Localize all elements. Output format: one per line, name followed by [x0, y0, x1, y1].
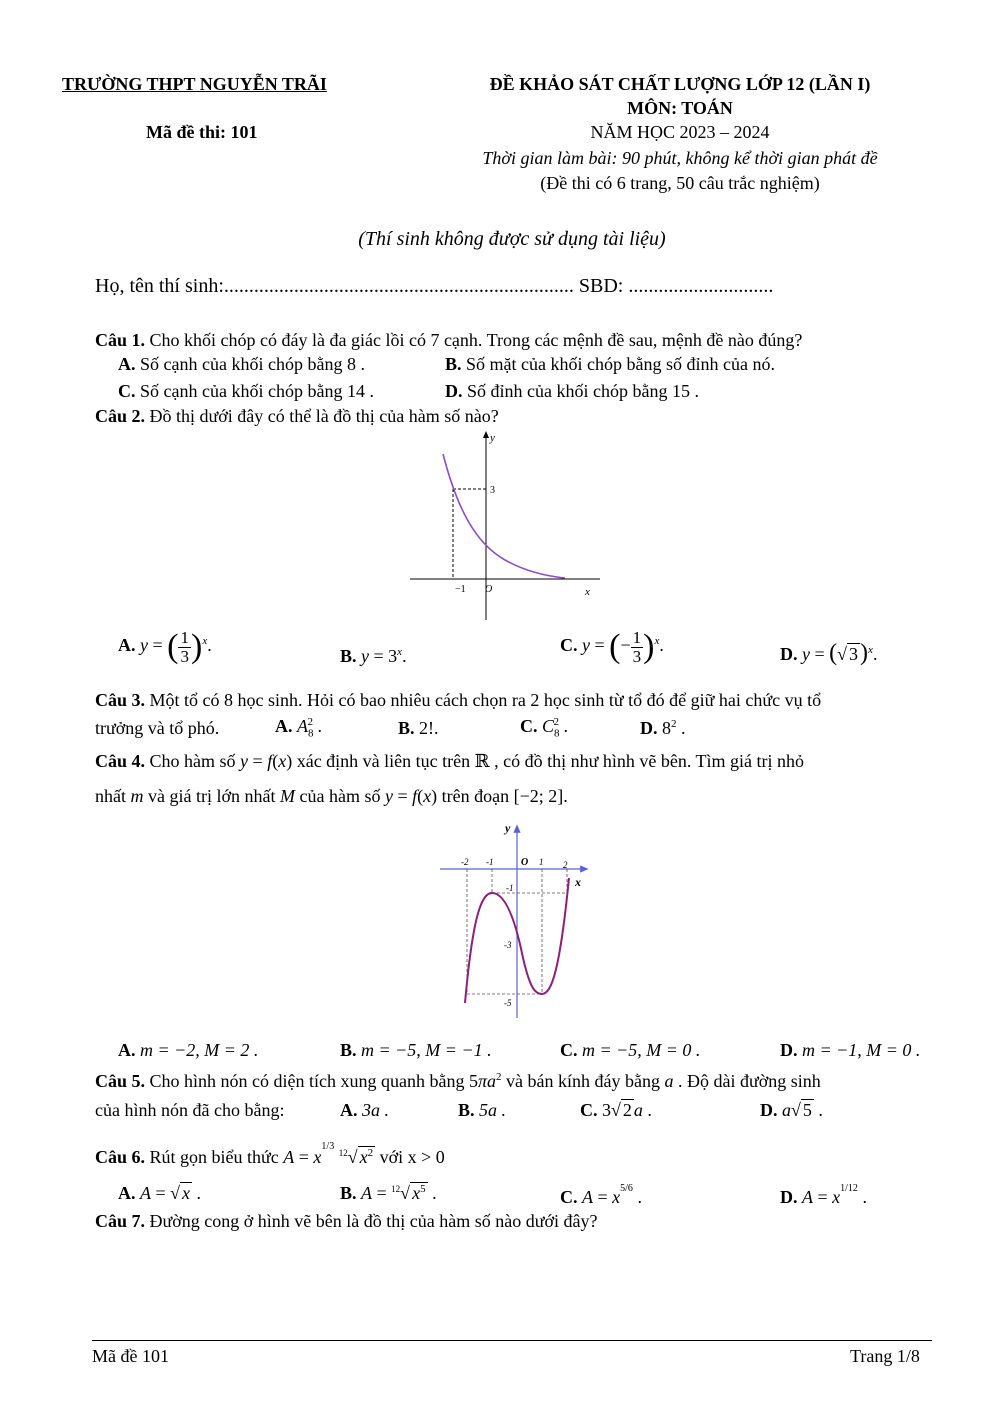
q2-option-d[interactable]: D. y = (√ 3)$^x$. — [780, 640, 878, 666]
question-text: xác định và liên tục trên ℝ , có đồ thị như hình vẽ bên. Tìm giá trị nhỏ — [292, 751, 804, 771]
tick-label: -1 — [486, 857, 494, 867]
option-text: 5a . — [479, 1100, 507, 1120]
question-text: Đồ thị dưới đây có thể là đồ thị của hàm số nào? — [145, 406, 499, 426]
q4-graph — [435, 818, 595, 1023]
option-text: Số cạnh của khối chóp bằng 14 . — [140, 381, 374, 401]
question-text: Cho hình nón có diện tích xung quanh bằng — [145, 1071, 469, 1091]
q1-option-a[interactable]: A. Số cạnh của khối chóp bằng 8 . — [118, 354, 365, 374]
footer-divider — [92, 1340, 932, 1341]
option-text: Số đỉnh của khối chóp bằng 15 . — [467, 381, 699, 401]
x-label: x — [575, 875, 581, 889]
q6-option-d[interactable]: D. $A = x^{1/12}$ . — [780, 1183, 867, 1207]
q5-option-d[interactable]: D. a√ 5 . — [760, 1100, 823, 1120]
q2-option-b[interactable]: B. $y = 3^x$. — [340, 646, 407, 666]
tick-label: 1 — [539, 857, 544, 867]
option-text: 2!. — [419, 718, 439, 738]
exam-code: Mã đề thi: 101 — [146, 122, 258, 142]
question-label: Câu 5. — [95, 1071, 146, 1091]
q5-option-a[interactable]: A. 3a . — [340, 1100, 389, 1120]
question-label: Câu 2. — [95, 406, 146, 426]
origin-label: O — [485, 584, 493, 595]
tick-label: -1 — [506, 883, 514, 893]
question-text: nhất — [95, 786, 131, 806]
option-text: Số mặt của khối chóp bằng số đỉnh của nó. — [466, 354, 775, 374]
exam-subject: MÔN: TOÁN — [627, 98, 733, 118]
q3-option-c[interactable]: C. $C_8^2$ . — [520, 716, 569, 740]
question-label: Câu 4. — [95, 751, 146, 771]
q4-option-c[interactable]: C. m = −5, M = 0 . — [560, 1040, 701, 1060]
q1-option-d[interactable]: D. Số đỉnh của khối chóp bằng 15 . — [445, 381, 699, 401]
question-label: Câu 7. — [95, 1211, 146, 1231]
option-text: 3a . — [362, 1100, 389, 1120]
q5-option-b[interactable]: B. 5a . — [458, 1100, 507, 1120]
q6-option-b[interactable]: B. A = $^{12}$√ $x^5$ . — [340, 1183, 437, 1203]
option-text: m = −2, M = 2 . — [140, 1040, 259, 1060]
q4-option-a[interactable]: A. m = −2, M = 2 . — [118, 1040, 259, 1060]
question-4: Câu 4. Cho hàm số y = f(x) xác định và liên tục trên ℝ , có đồ thị như hình vẽ bên. Tìm giá trị nhỏ — [95, 751, 804, 771]
school-name: TRƯỜNG THPT NGUYỄN TRÃI — [62, 74, 327, 94]
question-5-line-2 — [95, 1100, 284, 1121]
q3-option-b[interactable]: B. 2!. — [398, 718, 439, 738]
question-7 — [95, 1211, 598, 1232]
question-5: Câu 5. Cho hình nón có diện tích xung quanh bằng $5\pi a^2$ và bán kính đáy bằng a . Độ dài đường sinh — [95, 1071, 821, 1091]
question-text: Một tổ có 8 học sinh. Hỏi có bao nhiêu cách chọn ra 2 học sinh từ tổ đó để giữ hai chức vụ tổ — [145, 690, 822, 710]
question-label: Câu 3. — [95, 690, 146, 710]
q1-option-b[interactable]: B. Số mặt của khối chóp bằng số đỉnh của nó. — [445, 354, 775, 374]
question-text: trên đoạn — [437, 786, 514, 806]
q2-option-a[interactable]: A. y = ( $\frac{1}{3}$ )$^x$. — [118, 627, 212, 666]
question-text: Rút gọn biểu thức — [145, 1147, 284, 1167]
interval: [−2; 2]. — [513, 786, 568, 806]
option-text: m = −1, M = 0 . — [802, 1040, 921, 1060]
question-text: với x > 0 — [375, 1147, 445, 1167]
question-label: Câu 1. — [95, 330, 146, 350]
exam-pages: (Đề thi có 6 trang, 50 câu trắc nghiệm) — [540, 173, 820, 193]
footer-code: Mã đề 101 — [92, 1346, 169, 1366]
q3-option-a[interactable]: A. $A_8^2$ . — [275, 716, 322, 740]
exponential-curve — [443, 454, 565, 578]
x-label: x — [585, 586, 590, 598]
question-text: và giá trị lớn nhất — [143, 786, 280, 806]
question-text: Cho khối chóp có đáy là đa giác lồi có 7 cạnh. Trong các mệnh đề sau, mệnh đề nào đúng? — [145, 330, 803, 350]
tick-label: -2 — [461, 857, 469, 867]
question-text: và bán kính đáy bằng — [501, 1071, 665, 1091]
y-label: y — [505, 821, 511, 835]
q3-option-d[interactable]: D. $8^2$ . — [640, 718, 686, 738]
q2-graph — [405, 428, 605, 623]
q1-option-c[interactable]: C. Số cạnh của khối chóp bằng 14 . — [118, 381, 374, 401]
tick-label: −1 — [455, 584, 466, 595]
question-2 — [95, 406, 499, 427]
tick-label: 3 — [490, 485, 495, 496]
exam-title: ĐỀ KHẢO SÁT CHẤT LƯỢNG LỚP 12 (LẦN I) — [489, 74, 871, 94]
question-text: của hàm số — [295, 786, 385, 806]
q4-option-b[interactable]: B. m = −5, M = −1 . — [340, 1040, 492, 1060]
exam-year: NĂM HỌC 2023 – 2024 — [590, 122, 770, 142]
option-text: Số cạnh của khối chóp bằng 8 . — [140, 354, 365, 374]
student-line: Họ, tên thí sinh:...................................................................... SBD: ............................. — [95, 275, 774, 297]
question-text: . Độ dài đường sinh — [673, 1071, 821, 1091]
q6-option-c[interactable]: C. $A = x^{5/6}$ . — [560, 1183, 642, 1207]
question-text: của hình nón đã cho bằng: — [95, 1100, 285, 1120]
tick-label: -5 — [504, 998, 512, 1008]
question-4-line-2: nhất m và giá trị lớn nhất M của hàm số y = f(x) trên đoạn [−2; 2]. — [95, 786, 568, 806]
tick-label: 2 — [563, 860, 568, 870]
q2-option-c[interactable]: C. y = (− $\frac{1}{3}$ )$^x$. — [560, 627, 664, 666]
option-text: m = −5, M = −1 . — [361, 1040, 492, 1060]
question-3-line-2 — [95, 718, 219, 739]
exam-time: Thời gian làm bài: 90 phút, không kể thời gian phát đề — [482, 148, 878, 168]
exam-note: (Thí sinh không được sử dụng tài liệu) — [358, 228, 666, 250]
q5-option-c[interactable]: C. 3√ 2 a . — [580, 1100, 652, 1120]
question-text: Cho hàm số — [145, 751, 241, 771]
question-3 — [95, 690, 821, 711]
footer-page: Trang 1/8 — [850, 1346, 920, 1366]
y-label: y — [490, 432, 495, 444]
tick-label: -3 — [504, 940, 512, 950]
q4-option-d[interactable]: D. m = −1, M = 0 . — [780, 1040, 921, 1060]
question-6: Câu 6. Rút gọn biểu thức $A = x^{1/3}$ $^{12}$√ $x^2$ với x > 0 — [95, 1141, 445, 1167]
question-1 — [95, 330, 802, 351]
origin-label: O — [521, 857, 529, 868]
option-text: m = −5, M = 0 . — [582, 1040, 701, 1060]
question-label: Câu 6. — [95, 1147, 146, 1167]
q6-option-a[interactable]: A. A = √ x . — [118, 1183, 202, 1203]
question-text: Đường cong ở hình vẽ bên là đồ thị của hàm số nào dưới đây? — [145, 1211, 598, 1231]
question-text: trưởng và tổ phó. — [95, 718, 220, 738]
